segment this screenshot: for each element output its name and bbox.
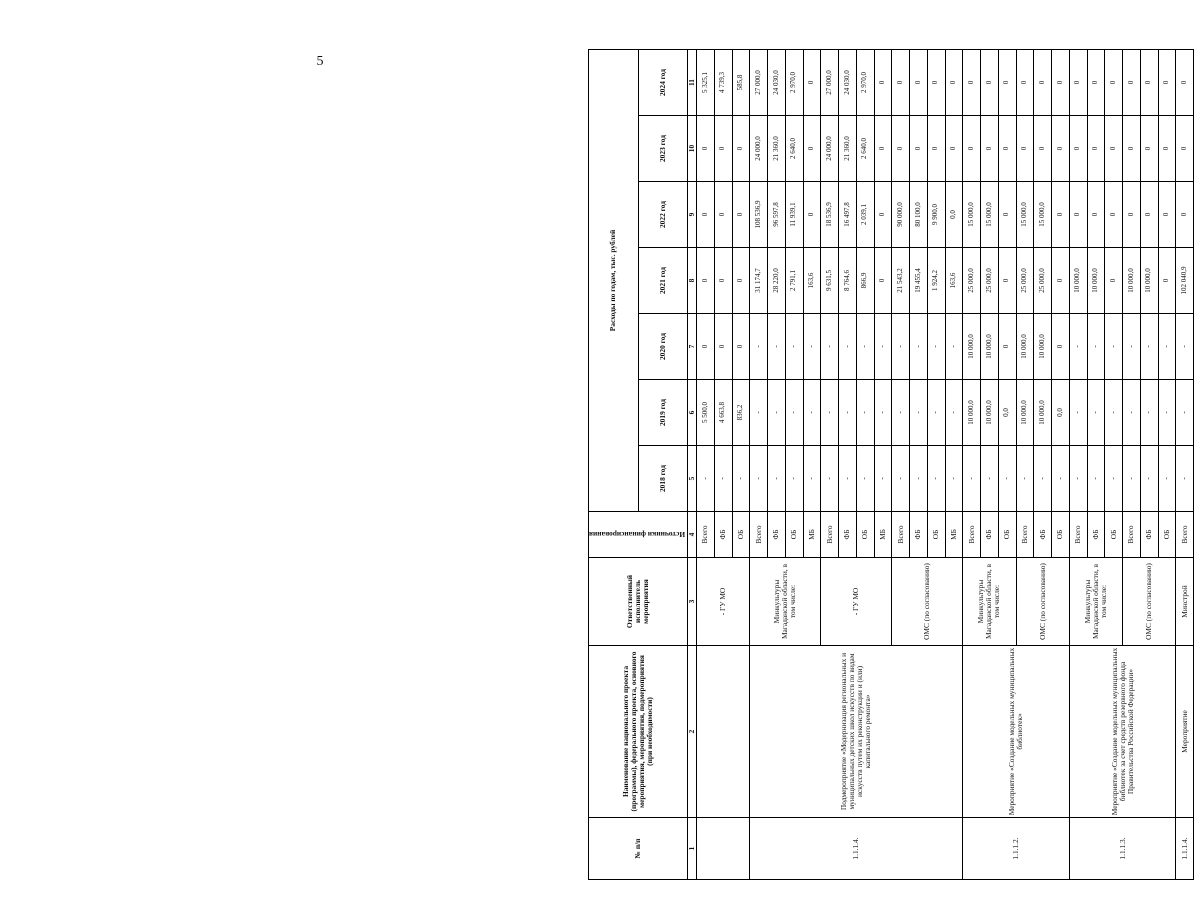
- expense-value: -: [945, 314, 963, 380]
- expense-value: 0: [1069, 50, 1087, 116]
- expense-value: 0: [874, 50, 892, 116]
- expense-value: 0: [1034, 116, 1052, 182]
- expense-value: -: [874, 446, 892, 512]
- funding-source: ОБ: [732, 512, 750, 558]
- expense-value: 27 000,0: [750, 50, 768, 116]
- funding-source: ОБ: [1158, 512, 1176, 558]
- header-index: 9: [688, 182, 697, 248]
- expense-value: 585,8: [732, 50, 750, 116]
- header-name: Наименование национального проекта (программы), федерального проекта, основного мероприятия, мероприятия, подмероприятия (при необходимости): [589, 646, 688, 818]
- item-number: 1.1.1.4.: [750, 818, 963, 880]
- expense-value: 10 000,0: [1016, 380, 1034, 446]
- expense-value: -: [892, 380, 910, 446]
- expense-value: 15 000,0: [1016, 182, 1034, 248]
- expense-value: 0,0: [998, 380, 1016, 446]
- expense-value: 0: [714, 314, 732, 380]
- expense-value: 10 000,0: [1069, 248, 1087, 314]
- expense-value: -: [768, 380, 786, 446]
- funding-source: ФБ: [1087, 512, 1105, 558]
- expense-value: -: [803, 446, 821, 512]
- expense-value: -: [785, 446, 803, 512]
- header-executor: Ответственный исполнитель мероприятия: [589, 558, 688, 646]
- expense-value: 15 000,0: [963, 182, 981, 248]
- expense-value: 866,9: [856, 248, 874, 314]
- expense-value: -: [821, 314, 839, 380]
- expense-value: 0: [1087, 116, 1105, 182]
- expense-value: -: [768, 446, 786, 512]
- header-index: 4: [688, 512, 697, 558]
- funding-source: Всего: [963, 512, 981, 558]
- rotated-table-wrapper: [588, 50, 1189, 880]
- executor: - ГУ МО: [697, 558, 750, 646]
- expense-value: -: [927, 446, 945, 512]
- expense-value: 2 970,0: [856, 50, 874, 116]
- funding-source: Всего: [1176, 512, 1194, 558]
- funding-source: ОБ: [1105, 512, 1123, 558]
- executor: Минкультуры Магаданской области, в том числе:: [1069, 558, 1122, 646]
- item-number: 1.1.1.4.: [1176, 818, 1194, 880]
- expense-value: 0: [1123, 116, 1141, 182]
- funding-source: Всего: [750, 512, 768, 558]
- funding-source: ФБ: [714, 512, 732, 558]
- expense-value: 21 543,2: [892, 248, 910, 314]
- expense-value: 163,6: [803, 248, 821, 314]
- expense-value: -: [856, 446, 874, 512]
- expense-value: 24 030,0: [768, 50, 786, 116]
- expense-value: -: [1176, 380, 1194, 446]
- header-source: [589, 512, 688, 558]
- funding-source: ФБ: [981, 512, 999, 558]
- page-number: 5: [316, 54, 324, 69]
- expense-value: -: [1123, 314, 1141, 380]
- header-source-label: Источники финансирования: [589, 530, 686, 540]
- expense-value: -: [910, 314, 928, 380]
- expense-value: -: [1176, 314, 1194, 380]
- funding-source: Всего: [697, 512, 715, 558]
- expense-value: -: [750, 446, 768, 512]
- expenses-table: [588, 49, 1194, 880]
- expense-value: -: [1034, 446, 1052, 512]
- expense-value: 0: [1069, 116, 1087, 182]
- funding-source: МБ: [945, 512, 963, 558]
- expense-value: 21 360,0: [768, 116, 786, 182]
- expense-value: -: [803, 380, 821, 446]
- expense-value: -: [1069, 314, 1087, 380]
- item-number: 1.1.1.2.: [963, 818, 1070, 880]
- expense-value: 0: [963, 116, 981, 182]
- expense-value: 0: [874, 182, 892, 248]
- expense-value: 0: [803, 50, 821, 116]
- funding-source: ОБ: [785, 512, 803, 558]
- expense-value: 24 000,0: [750, 116, 768, 182]
- expense-value: 0: [1140, 116, 1158, 182]
- expense-value: -: [785, 380, 803, 446]
- expense-value: 0: [697, 248, 715, 314]
- expense-value: 0: [1158, 182, 1176, 248]
- expense-value: -: [839, 314, 857, 380]
- header-year: 2020 год: [638, 314, 688, 380]
- expense-value: -: [1158, 314, 1176, 380]
- header-year: 2023 год: [638, 116, 688, 182]
- expense-value: -: [998, 446, 1016, 512]
- expense-value: 0: [1052, 248, 1070, 314]
- funding-source: ФБ: [1140, 512, 1158, 558]
- executor: Минкультуры Магаданской области, в том числе:: [750, 558, 821, 646]
- expense-value: 0: [1105, 182, 1123, 248]
- expense-value: 836,2: [732, 380, 750, 446]
- expense-value: 0: [1016, 50, 1034, 116]
- table-row: [1069, 50, 1087, 880]
- expense-value: -: [1140, 446, 1158, 512]
- expense-value: -: [750, 314, 768, 380]
- header-index: 2: [688, 646, 697, 818]
- expense-value: 0: [1034, 50, 1052, 116]
- executor: - ГУ МО: [821, 558, 892, 646]
- expense-value: 0: [1052, 50, 1070, 116]
- expense-value: 18 536,9: [821, 182, 839, 248]
- expense-value: -: [1176, 446, 1194, 512]
- expense-value: -: [892, 314, 910, 380]
- item-name: [697, 646, 750, 818]
- item-name: Мероприятие «Создание модельных муниципальных библиотек»: [963, 646, 1070, 818]
- expense-value: -: [927, 314, 945, 380]
- table-row: [1176, 50, 1194, 880]
- funding-source: Всего: [892, 512, 910, 558]
- expense-value: 28 220,0: [768, 248, 786, 314]
- expense-value: 1 924,2: [927, 248, 945, 314]
- expense-value: -: [1087, 314, 1105, 380]
- expense-value: 15 000,0: [981, 182, 999, 248]
- expense-value: 25 000,0: [1016, 248, 1034, 314]
- expense-value: -: [1158, 380, 1176, 446]
- expense-value: 0: [927, 116, 945, 182]
- funding-source: ОБ: [856, 512, 874, 558]
- expense-value: 0: [1105, 116, 1123, 182]
- expense-value: 0: [1158, 248, 1176, 314]
- expense-value: -: [768, 314, 786, 380]
- item-number: 1.1.1.3.: [1069, 818, 1176, 880]
- header-expenses: Расходы по годам, тыс. рублей: [589, 50, 639, 512]
- header-index: 11: [688, 50, 697, 116]
- expense-value: -: [785, 314, 803, 380]
- executor: Минстрой: [1176, 558, 1194, 646]
- expense-value: -: [1123, 446, 1141, 512]
- expense-value: 0: [892, 116, 910, 182]
- header-no: № п/п: [589, 818, 688, 880]
- expense-value: 9 900,0: [927, 182, 945, 248]
- expense-value: -: [750, 380, 768, 446]
- expense-value: 0: [874, 116, 892, 182]
- expense-value: -: [1016, 446, 1034, 512]
- executor: Минкультуры Магаданской области, в том числе:: [963, 558, 1016, 646]
- expense-value: -: [856, 380, 874, 446]
- expense-value: 10 000,0: [963, 380, 981, 446]
- expense-value: 27 000,0: [821, 50, 839, 116]
- expense-value: 0: [732, 116, 750, 182]
- funding-source: ОБ: [1052, 512, 1070, 558]
- table-row: [750, 50, 768, 880]
- expense-value: 0: [927, 50, 945, 116]
- expense-value: -: [839, 380, 857, 446]
- expense-value: 108 536,9: [750, 182, 768, 248]
- expense-value: 0: [803, 116, 821, 182]
- funding-source: ФБ: [910, 512, 928, 558]
- expense-value: 0: [697, 314, 715, 380]
- expense-value: 0: [1123, 50, 1141, 116]
- header-year: 2019 год: [638, 380, 688, 446]
- expense-value: 0: [1105, 50, 1123, 116]
- funding-source: ОБ: [927, 512, 945, 558]
- expense-value: -: [910, 380, 928, 446]
- expense-value: 0: [1052, 116, 1070, 182]
- funding-source: ОБ: [998, 512, 1016, 558]
- expense-value: 0: [945, 50, 963, 116]
- expense-value: 0: [803, 182, 821, 248]
- expense-value: -: [1140, 314, 1158, 380]
- expense-value: 0: [1087, 182, 1105, 248]
- expense-value: -: [1105, 380, 1123, 446]
- expense-value: 5 325,1: [697, 50, 715, 116]
- expense-value: 0: [910, 116, 928, 182]
- expense-value: -: [1069, 380, 1087, 446]
- expense-value: 0: [1158, 50, 1176, 116]
- expense-value: 11 939,1: [785, 182, 803, 248]
- header-index: 3: [688, 558, 697, 646]
- expense-value: 10 000,0: [963, 314, 981, 380]
- expense-value: 0: [732, 248, 750, 314]
- expense-value: -: [1052, 446, 1070, 512]
- expense-value: 10 000,0: [1123, 248, 1141, 314]
- expense-value: 25 000,0: [1034, 248, 1052, 314]
- expense-value: -: [945, 446, 963, 512]
- expense-value: 2 640,0: [856, 116, 874, 182]
- expense-value: -: [1140, 380, 1158, 446]
- header-index: 10: [688, 116, 697, 182]
- header-year: 2018 год: [638, 446, 688, 512]
- expense-value: 0: [714, 248, 732, 314]
- expense-value: 0: [1176, 182, 1194, 248]
- expense-value: 0: [732, 182, 750, 248]
- expense-value: 0: [892, 50, 910, 116]
- expense-value: 10 000,0: [1016, 314, 1034, 380]
- expense-value: 0: [1123, 182, 1141, 248]
- item-name: Мероприятие «Создание модельных муниципальных библиотек за счет средств резервного фонда Правительства Российской Федерации»: [1069, 646, 1176, 818]
- expense-value: -: [1105, 314, 1123, 380]
- funding-source: ФБ: [1034, 512, 1052, 558]
- expense-value: 24 030,0: [839, 50, 857, 116]
- expense-value: 0: [1158, 116, 1176, 182]
- expense-value: -: [981, 446, 999, 512]
- expense-value: 10 000,0: [1034, 380, 1052, 446]
- expense-value: -: [874, 314, 892, 380]
- expense-value: 0: [697, 182, 715, 248]
- expense-value: 0: [1052, 314, 1070, 380]
- expense-value: 0: [697, 116, 715, 182]
- expense-value: 0: [998, 116, 1016, 182]
- expense-value: -: [1087, 380, 1105, 446]
- expense-value: 0: [910, 50, 928, 116]
- header-year: 2021 год: [638, 248, 688, 314]
- expense-value: 0,0: [1052, 380, 1070, 446]
- expense-value: 163,6: [945, 248, 963, 314]
- expense-value: -: [963, 446, 981, 512]
- expense-value: -: [927, 380, 945, 446]
- expense-value: -: [714, 446, 732, 512]
- expense-value: 80 100,0: [910, 182, 928, 248]
- funding-source: Всего: [1123, 512, 1141, 558]
- expense-value: -: [892, 446, 910, 512]
- header-index: 8: [688, 248, 697, 314]
- header-index: 5: [688, 446, 697, 512]
- expense-value: -: [821, 446, 839, 512]
- expense-value: 0: [998, 248, 1016, 314]
- expense-value: 2 970,0: [785, 50, 803, 116]
- executor: ОМС (по согласованию): [1123, 558, 1176, 646]
- expense-value: 0: [1140, 50, 1158, 116]
- table-body: [697, 50, 1194, 880]
- expense-value: 102 040,9: [1176, 248, 1194, 314]
- expense-value: 25 000,0: [981, 248, 999, 314]
- expense-value: 0: [1016, 116, 1034, 182]
- expense-value: 0,0: [945, 182, 963, 248]
- expense-value: 0: [1176, 116, 1194, 182]
- funding-source: Всего: [1069, 512, 1087, 558]
- expense-value: 0: [732, 314, 750, 380]
- executor: ОМС (по согласованию): [1016, 558, 1069, 646]
- expense-value: 0: [1140, 182, 1158, 248]
- expense-value: 0: [874, 248, 892, 314]
- header-index: 1: [688, 818, 697, 880]
- expense-value: -: [1069, 446, 1087, 512]
- expense-value: -: [839, 446, 857, 512]
- expense-value: 0: [981, 116, 999, 182]
- expense-value: -: [732, 446, 750, 512]
- expense-value: 0: [963, 50, 981, 116]
- expense-value: 10 000,0: [981, 314, 999, 380]
- expense-value: -: [874, 380, 892, 446]
- item-name: Подмероприятие «Модернизация региональных и муниципальных детских школ искусств по видам искусств путем их реконструкции и (или) капитального ремонта»: [750, 646, 963, 818]
- funding-source: ФБ: [839, 512, 857, 558]
- expense-value: -: [1105, 446, 1123, 512]
- expense-value: -: [697, 446, 715, 512]
- expense-value: -: [1123, 380, 1141, 446]
- expense-value: 0: [998, 314, 1016, 380]
- funding-source: МБ: [803, 512, 821, 558]
- expense-value: 21 360,0: [839, 116, 857, 182]
- expense-value: -: [1087, 446, 1105, 512]
- funding-source: Всего: [1016, 512, 1034, 558]
- expense-value: 0: [981, 50, 999, 116]
- expense-value: 2 791,1: [785, 248, 803, 314]
- expense-value: 0: [1052, 182, 1070, 248]
- expense-value: 10 000,0: [1034, 314, 1052, 380]
- expense-value: -: [821, 380, 839, 446]
- expense-value: 16 497,8: [839, 182, 857, 248]
- expense-value: 10 000,0: [981, 380, 999, 446]
- header-year: 2022 год: [638, 182, 688, 248]
- expense-value: 4 663,8: [714, 380, 732, 446]
- expense-value: 0: [714, 182, 732, 248]
- expense-value: 0: [1069, 182, 1087, 248]
- executor: ОМС (по согласованию): [892, 558, 963, 646]
- expense-value: 0: [1087, 50, 1105, 116]
- expense-value: 19 455,4: [910, 248, 928, 314]
- expense-value: 9 631,5: [821, 248, 839, 314]
- expense-value: 2 039,1: [856, 182, 874, 248]
- expense-value: 10 000,0: [1087, 248, 1105, 314]
- expense-value: -: [1158, 446, 1176, 512]
- expense-value: 0: [1176, 50, 1194, 116]
- expense-value: 4 739,3: [714, 50, 732, 116]
- expense-value: 25 000,0: [963, 248, 981, 314]
- expense-value: 31 174,7: [750, 248, 768, 314]
- expense-value: 24 000,0: [821, 116, 839, 182]
- header-year: 2024 год: [638, 50, 688, 116]
- funding-source: ФБ: [768, 512, 786, 558]
- expense-value: 0: [998, 182, 1016, 248]
- expense-value: 0: [714, 116, 732, 182]
- expense-value: -: [856, 314, 874, 380]
- expense-value: 10 000,0: [1140, 248, 1158, 314]
- expense-value: 0: [945, 116, 963, 182]
- funding-source: МБ: [874, 512, 892, 558]
- item-name: Мероприятие: [1176, 646, 1194, 818]
- expense-value: -: [945, 380, 963, 446]
- funding-source: Всего: [821, 512, 839, 558]
- expense-value: 15 000,0: [1034, 182, 1052, 248]
- expense-value: -: [910, 446, 928, 512]
- expense-value: 0: [1105, 248, 1123, 314]
- header-index: 7: [688, 314, 697, 380]
- table-row: [963, 50, 981, 880]
- item-number: [697, 818, 750, 880]
- expense-value: 5 500,0: [697, 380, 715, 446]
- expense-value: 96 597,8: [768, 182, 786, 248]
- expense-value: -: [803, 314, 821, 380]
- expense-value: 8 764,6: [839, 248, 857, 314]
- table-row: [697, 50, 715, 880]
- expense-value: 2 640,0: [785, 116, 803, 182]
- expense-value: 0: [998, 50, 1016, 116]
- header-index: 6: [688, 380, 697, 446]
- expense-value: 90 000,0: [892, 182, 910, 248]
